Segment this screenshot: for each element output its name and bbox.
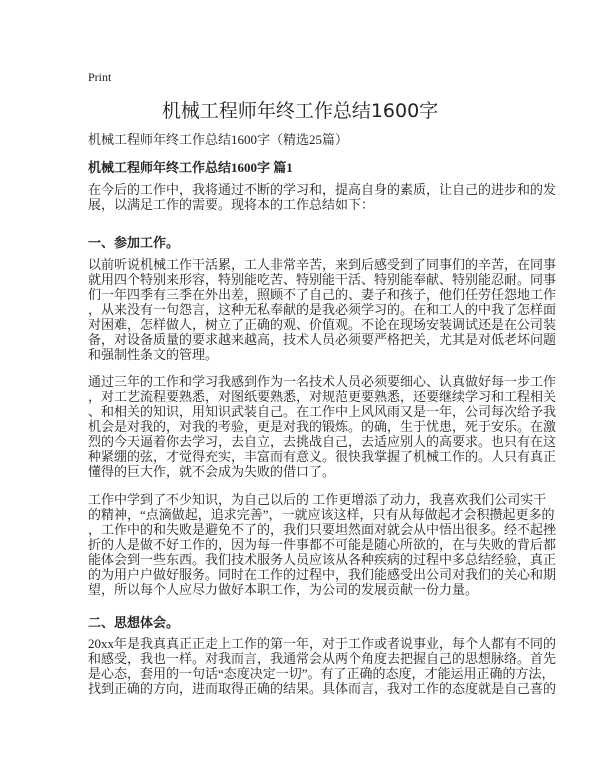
print-link[interactable]: Print [88,70,112,84]
paragraph-line: 的为用户户做好服务。同时在工作的过程中，我们能感受出公司对我们的关心和期 [88,567,557,582]
paragraph-line: 和感受，我也一样。对我而言，我通常会从两个角度去把握自己的思想脉络。首先 [88,651,557,666]
paragraph-line: ，从来没有一句怨言，这种无私奉献的是我必须学习的。在和工人的中我了怎样面 [88,302,557,317]
paragraph-line: 是心态，套用的一句话“态度决定一切”。有了正确的态度，才能运用正确的方法， [88,666,555,681]
paragraph-line: ，对工艺流程要熟悉，对图纸要熟悉，对规范更要熟悉，还要继续学习和工程相关 [88,389,557,404]
paragraph-line: 的精神，“点滴做起，追求完善”，一就应该这样，只有从每做起才会积攒起更多的 [88,507,555,522]
paragraph-line: 工作中学到了不少知识，为自己以后的 工作更增添了动力，我喜欢我们公司实干 [88,492,547,507]
section-heading: 一、参加工作。 [88,235,180,250]
paragraph-line: 通过三年的工作和学习我感到作为一名技术人员必须要细心、认真做好每一步工作 [88,374,557,389]
paragraph-line: 懂得的巨大作，就不会成为失败的借口了。 [88,464,336,479]
paragraph-line: 、和相关的知识，用知识武装自己。在工作中上风风雨又是一年，公司每次给予我 [88,404,557,419]
paragraph-line: 机会是对我的，对我的考验，更是对我的锻炼。的确，生于忧患，死于安乐。在激 [88,419,557,434]
paragraph-line: 展，以满足工作的需要。现将本的工作总结如下： [88,197,375,212]
paragraph-line: 们一年四季有三季在外出差，照顾不了自己的、妻子和孩子，他们任劳任怨地工作 [88,287,557,302]
paragraph-line: 就用四个特别来形容，特别能吃苦、特别能干活、特别能奉献、特别能忍耐。同事 [88,272,557,287]
paragraph-line: 折的人是做不好工作的，因为每一件事都不可能是随心所欲的，在与失败的背后都 [88,537,557,552]
page-title: 机械工程师年终工作总结1600字 [161,100,439,122]
paragraph-line: 对困难，怎样做人，树立了正确的观、价值观。不论在现场安装调试还是在公司装 [88,317,557,332]
paragraph [88,257,557,362]
section-heading: 二、思想体会。 [88,615,180,630]
paragraph-line: 在今后的工作中，我将通过不断的学习和，提高自身的素质，让自己的进步和的发 [88,182,557,197]
paragraph-line: 能体会到一些东西。我们技术服务人员应该从各种疾病的过程中多总结经验，真正 [88,552,557,567]
paragraph-line: 和强制性条文的管理。 [88,347,219,362]
paragraph-line: 备，对设备质量的要求越来越高，技术人员必须要严格把关，尤其是对低老坏问题 [88,332,557,347]
paragraph-line: 以前听说机械工作干活累，工人非常辛苦，来到后感受到了同事们的辛苦，在同事 [88,257,557,272]
paragraph [88,374,557,479]
paragraph-line: 种紧绷的弦，才觉得充实，丰富而有意义。很快我掌握了机械工作的。人只有真正 [88,449,557,464]
paragraph [88,492,557,597]
paragraph [88,636,557,696]
paragraph-line: ，工作中的和失败是避免不了的，我们只要坦然面对就会从中悟出很多。经不起挫 [88,522,557,537]
article-heading: 机械工程师年终工作总结1600字 篇1 [88,160,293,175]
subtitle: 机械工程师年终工作总结1600字（精选25篇） [88,132,349,147]
paragraph-line: 找到正确的方向，进而取得正确的结果。具体而言，我对工作的态度就是自己喜的 [88,681,557,696]
paragraph [88,182,557,212]
paragraph-line: 20xx年是我真真正正走上工作的第一年，对于工作或者说事业，每个人都有不同的 [88,636,557,651]
paragraph-line: 望，所以每个人应尽力做好本职工作，为公司的发展贡献一份力量。 [88,582,479,597]
paragraph-line: 烈的今天逼着你去学习，去自立，去挑战自己，去适应别人的高要求。也只有在这 [88,434,557,449]
